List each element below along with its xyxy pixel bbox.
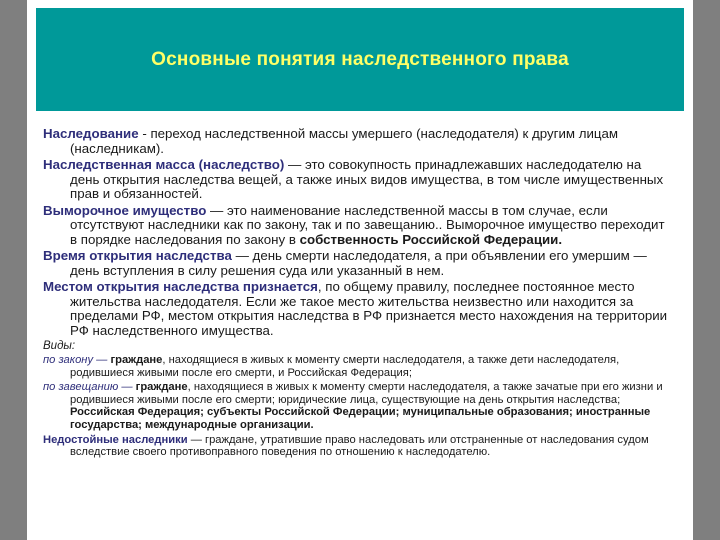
definition-vymorochnoe (43, 204, 673, 248)
type-bold: граждане (110, 354, 163, 366)
definition-text: — граждане, утратившие право наследовать или отстраненные от наследования судом вследствие своего противоправного поведения по отношению к наследодателю. (70, 433, 649, 459)
page-title: Основные понятия наследственного права (151, 48, 569, 70)
type-po-zakonu (43, 354, 673, 379)
term: Время открытия наследства (43, 248, 232, 263)
definition-nedostoynye (43, 434, 673, 459)
type-label: по завещанию — (43, 381, 136, 394)
definition-text: — это совокупность принадлежавших наследодателю на день открытия наследства вещей, а также иных видов имущества, в том числе имущественных прав и обязанностей. (70, 157, 664, 201)
definition-text: , по общему правилу, последнее постоянное место жительства наследодателя. Если же такое место жительства неизвестно или находится за пределами РФ, местом открытия наследства в РФ признается место нахождения на территории РФ наследственного имущества. (70, 279, 668, 338)
type-po-zaveshchaniyu (43, 381, 673, 431)
type-label: по закону — (43, 354, 111, 366)
definition-text: — это наименование наследственной массы в том случае, если отсутствуют наследники как по закону, так и по завещанию.. Выморочное имущество переходит в порядке наследования по закону в (70, 202, 665, 247)
definition-mesto-otkrytiya (43, 280, 673, 338)
type-bold-tail: Российская Федерация; субъекты Российской Федерации; муниципальные образования; иностранные государства; международные организации. (70, 406, 651, 431)
definition-bold-tail: собственность Российской Федерации. (299, 231, 563, 247)
type-text: , находящиеся в живых к моменту смерти наследодателя, а также дети наследодателя, родившиеся живыми после его смерти, и Российская Федерация; (70, 354, 620, 379)
definition-vremya-otkrytiya (43, 249, 673, 278)
term: Наследственная масса (наследство) (43, 157, 285, 172)
term: Местом открытия наследства признается (43, 279, 318, 294)
definition-text: — день смерти наследодателя, а при объявлении его умершим — день вступления в силу решения суда или указанный в нем. (70, 248, 647, 278)
term: Выморочное имущество (43, 202, 207, 218)
types-label: Виды: (43, 340, 76, 352)
term: Недостойные наследники (43, 433, 188, 446)
term: Наследование (43, 126, 139, 141)
definition-nasledovanie (43, 127, 673, 156)
definition-nasledstvennaya-massa (43, 158, 673, 202)
type-bold: граждане (135, 381, 188, 394)
content-body (43, 127, 673, 461)
title-bar (36, 8, 684, 111)
type-text: , находящиеся в живых к моменту смерти наследодателя, а также зачатые при его жизни и родившиеся живыми после его смерти; юридические лица, существующие на день открытия наследства; (70, 381, 663, 406)
definition-text: - переход наследственной массы умершего (наследодателя) к другим лицам (наследникам). (70, 126, 619, 156)
